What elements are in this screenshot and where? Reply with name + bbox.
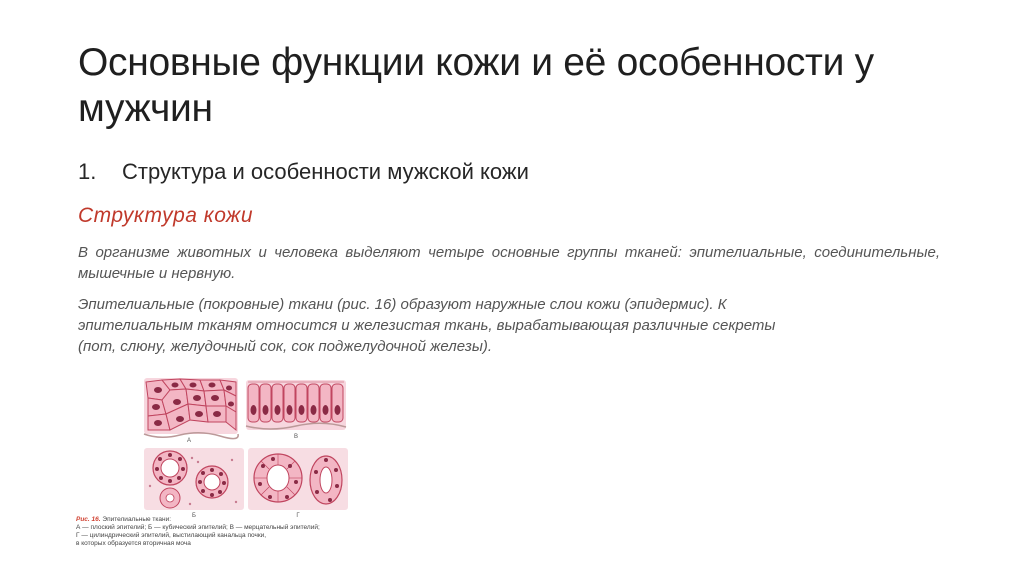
paragraph-tissue-groups: В организме животных и человека выделяют четыре основные группы тканей: эпителиальные, соединительные, мышечные и нервную. [78,244,940,282]
caption-line: А — плоский эпителий; Б — кубический эпителий; В — мерцательный эпителий; [76,524,320,531]
numbered-list-item [78,158,529,186]
panel-label-a: А [186,438,192,444]
slide-title: Основные функции кожи и её особенности у мужчин [78,41,874,130]
caption-line: в которых образуется вторичная моча [76,540,191,547]
paragraph-line: Эпителиальные (покровные) ткани (рис. 16) образуют наружные слои кожи (эпидермис). К [78,296,727,313]
panel-b-cuboidal-epithelium [144,448,244,519]
figure-caption [76,516,356,548]
panel-label-v: В [293,434,299,440]
panel-g-columnar-epithelium [248,448,348,519]
paragraph-line: эпителиальным тканям относится и железистая ткань, вырабатывающая различные секреты [78,317,776,334]
panel-label-b: Б [192,513,196,519]
panel-label-g: Г [296,513,300,519]
caption-line: Г — цилиндрический эпителий, выстилающий канальца почки, [76,532,267,539]
panel-v-ciliated-epithelium [246,380,346,440]
caption-line [76,516,356,524]
paragraph-epithelial [78,294,940,357]
list-number: 1. [78,159,97,184]
list-item-text: Структура и особенности мужской кожи [122,159,529,184]
caption-figure-label: Рис. 16. [76,516,101,523]
panel-a-squamous-epithelium [144,378,238,444]
section-subheading: Структура кожи [78,204,254,227]
caption-text: Эпителиальные ткани: [102,516,172,523]
paragraph-line: (пот, слюну, желудочный сок, сок поджелудочной железы). [78,338,493,355]
